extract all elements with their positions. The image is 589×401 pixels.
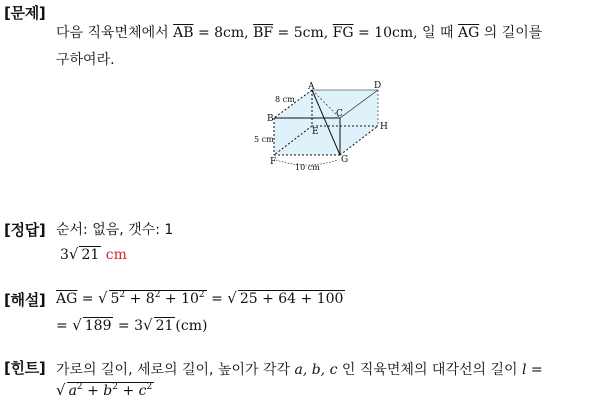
sqrt-icon: √ <box>72 316 82 334</box>
hint-text-a: 가로의 길이, 세로의 길이, 높이가 각각 <box>56 362 295 378</box>
hint-a: a <box>68 383 77 399</box>
problem-tail: 의 길이를 <box>479 25 543 41</box>
vertex-e: E <box>312 127 319 137</box>
vertex-g: G <box>341 155 349 165</box>
sqrt-icon: √ <box>56 381 66 399</box>
problem-intro: 다음 직육면체에서 <box>56 25 169 41</box>
hint-vars: a, b, c <box>294 362 338 378</box>
sqrt-icon: √ <box>97 289 108 307</box>
hint-label: [힌트] <box>4 359 46 377</box>
solution-term-5: 5 <box>110 291 120 307</box>
vertex-d: D <box>374 81 382 91</box>
solution-eq-4: = 3 <box>113 318 144 334</box>
bf-value: = 5cm, <box>273 25 333 41</box>
hint-line-2 <box>56 381 154 399</box>
solution-eq-2: = <box>206 291 228 307</box>
solution-term-10: + 10 <box>160 291 199 307</box>
problem-label: [문제] <box>4 4 46 22</box>
answer-radicand: 21 <box>81 247 100 263</box>
solution-radical-3: 189 <box>84 318 112 334</box>
solution-label: [해설] <box>4 291 46 309</box>
dim-ab-label: 8 cm <box>275 95 295 104</box>
solution-term-8: + 8 <box>125 291 155 307</box>
dim-bf-label: 5 cm <box>254 135 274 144</box>
front-face <box>274 118 340 155</box>
segment-ab: $\overline{AB}$ <box>173 25 194 41</box>
vertex-h: H <box>380 122 388 132</box>
dim-fg-label: 10 cm <box>295 163 320 172</box>
solution-radical-2: 25 + 64 + 100 <box>239 291 344 307</box>
vertex-b: B <box>267 114 274 124</box>
vertex-a: A <box>308 82 315 92</box>
solution-radical-4: 21 <box>155 318 174 334</box>
sqrt-icon: √ <box>227 289 237 307</box>
answer-label: [정답] <box>4 221 46 239</box>
hint-radical: $a^2 + b^2 + c^2$ <box>68 382 153 399</box>
problem-line-1 <box>56 22 542 42</box>
hint-l-eq: l = <box>521 362 543 378</box>
solution-eq-3: = <box>56 318 73 334</box>
problem-line-2: 구하여라. <box>56 52 115 68</box>
segment-fg: $\overline{FG}$ <box>332 25 354 41</box>
solution-eq-1: = <box>77 291 98 307</box>
answer-order: 순서: 없음, 갯수: 1 <box>56 222 174 238</box>
fg-value: = 10cm, 일 때 <box>353 25 458 41</box>
segment-bf: $\overline{BF}$ <box>253 25 274 41</box>
answer-value <box>60 245 127 263</box>
hint-text-b: 인 직육면체의 대각선의 길이 <box>337 362 522 378</box>
ab-value: = 8cm, <box>193 25 254 41</box>
cuboid-figure <box>250 80 390 174</box>
answer-unit: cm <box>105 247 127 263</box>
sqrt-icon: √ <box>143 316 153 334</box>
answer-coef: 3 <box>60 247 69 263</box>
vertex-f: F <box>270 157 277 167</box>
sqrt-icon: √ <box>68 245 79 263</box>
solution-line-1 <box>56 289 345 307</box>
solution-ag: $\overline{AG}$ <box>56 291 78 307</box>
hint-line-1 <box>56 359 543 379</box>
solution-radical-1: $5^2 + 8^2 + 10^2$ <box>110 290 205 307</box>
solution-unit: (cm) <box>175 318 208 334</box>
solution-line-2 <box>56 316 207 334</box>
vertex-c: C <box>336 109 343 119</box>
segment-ag: $\overline{AG}$ <box>457 25 480 41</box>
